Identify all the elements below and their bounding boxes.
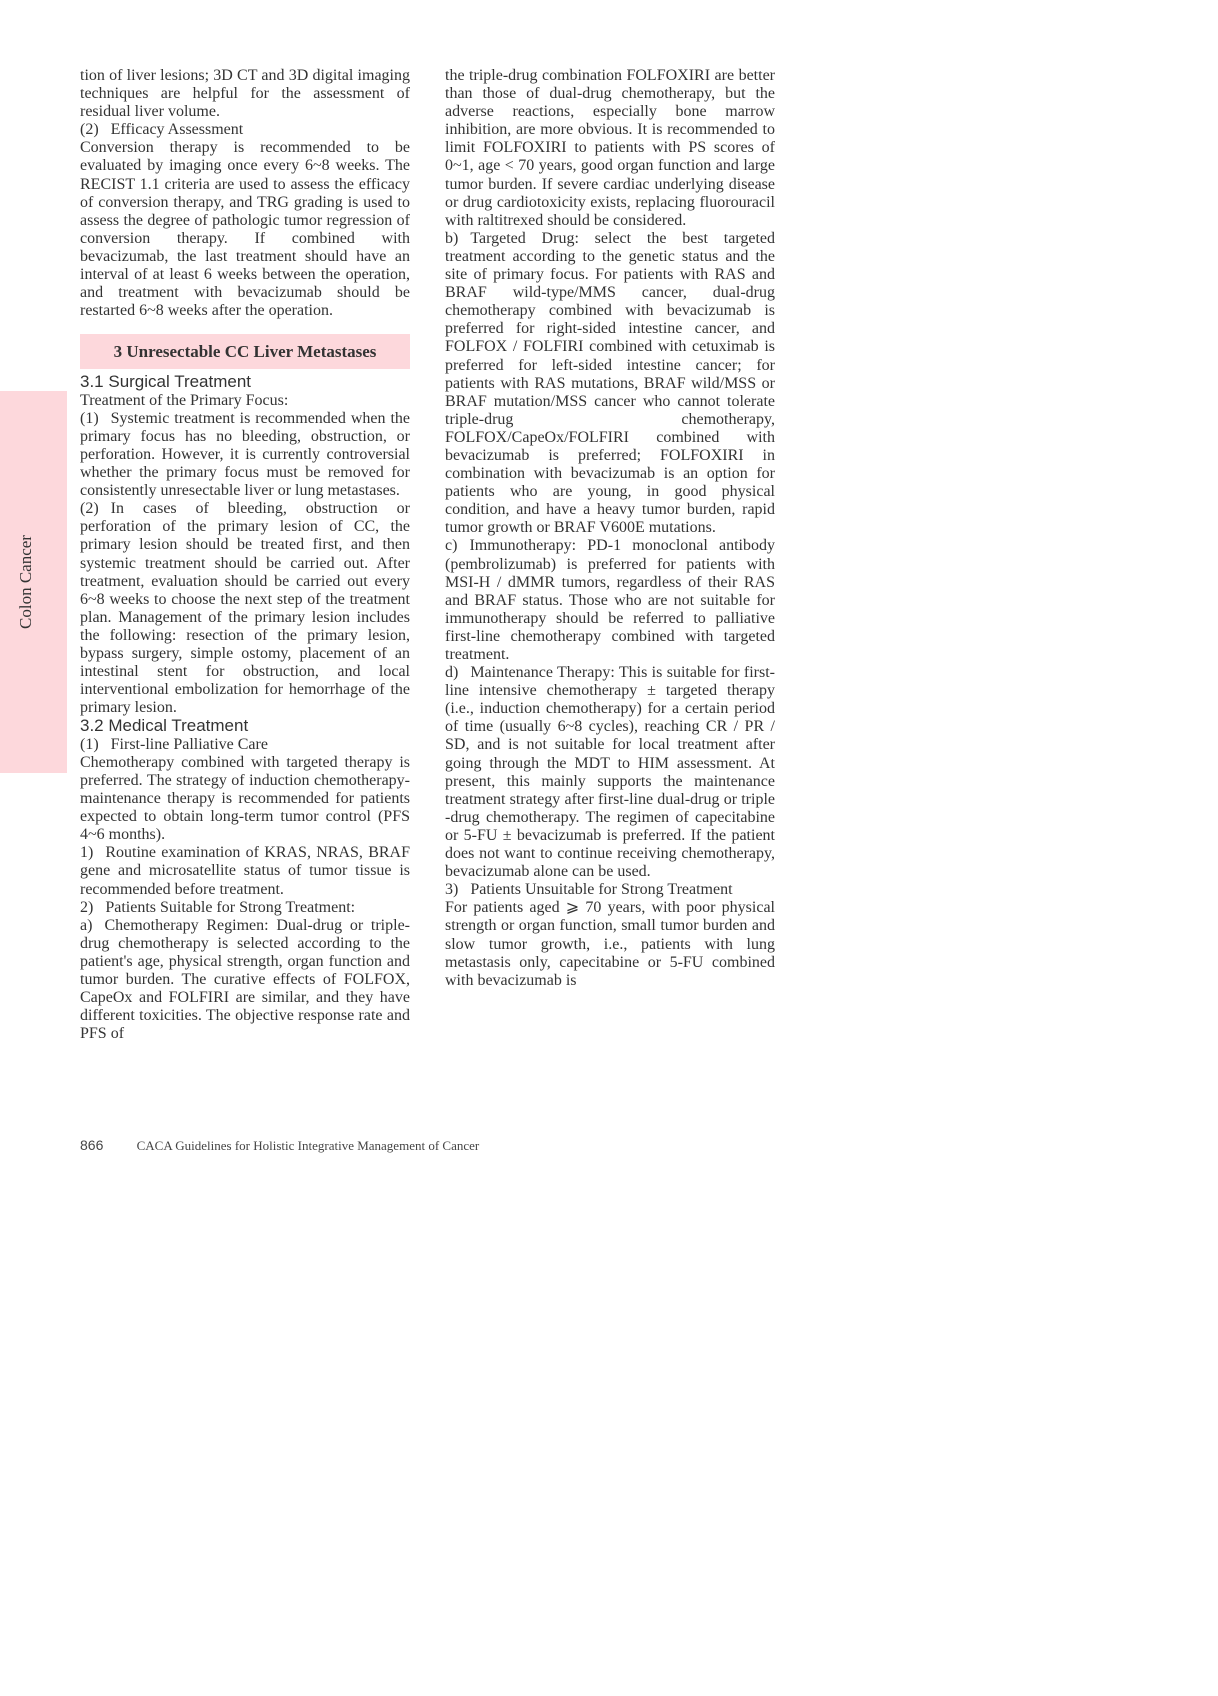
paragraph: (1) Systemic treatment is recommended when the primary focus has no bleeding, obstruction, or perforation. However, it is currently controversial whether the primary focus must be removed for consistently unresectable liver or lung metastases. [80, 409, 410, 500]
left-column [80, 67, 410, 1043]
section-title: 3 Unresectable CC Liver Metastases [80, 334, 410, 369]
paragraph: For patients aged ⩾ 70 years, with poor physical strength or organ function, small tumor burden and slow tumor growth, i.e., patients with lung metastasis only, capecitabine or 5-FU combined with bevacizumab is [445, 899, 775, 989]
paragraph: c) Immunotherapy: PD-1 monoclonal antibody (pembrolizumab) is preferred for patients with MSI-H / dMMR tumors, regardless of their RAS and BRAF status. Those who are not suitable for immunotherapy should be referred to palliative first-line chemotherapy combined with targeted treatment. [445, 537, 775, 663]
side-tab-label: Colon Cancer [16, 535, 35, 629]
paragraph: 3) Patients Unsuitable for Strong Treatment [445, 881, 733, 899]
paragraph: the triple-drug combination FOLFOXIRI are better than those of dual-drug chemotherapy, but the adverse reactions, especially bone marrow inhibition, are more obvious. It is recommended to limit FOLFOXIRI to patients with PS scores of 0~1, age < 70 years, good organ function and large tumor burden. If severe cardiac underlying disease or drug cardiotoxicity exists, replacing fluorouracil with raltitrexed should be considered. [445, 67, 775, 229]
paragraph: b) Targeted Drug: select the best targeted treatment according to the genetic status and the site of primary focus. For patients with RAS and BRAF wild-type/MMS cancer, dual-drug chemotherapy combined with bevacizumab is preferred for right-sided intestine cancer, and FOLFOX / FOLFIRI combined with cetuximab is preferred for left-sided intestine cancer; for patients with RAS mutations, BRAF wild/MSS or BRAF mutation/MSS cancer who cannot tolerate triple-drug chemotherapy, FOLFOX/CapeOx/FOLFIRI combined with bevacizumab is preferred; FOLFOXIRI in combination with bevacizumab is an option for patients who are young, in good physical condition, and have a heavy tumor burden, rapid tumor growth or BRAF V600E mutations. [445, 229, 775, 537]
paragraph: Treatment of the Primary Focus: [80, 391, 289, 409]
heading-efficacy: (2) Efficacy Assessment [80, 121, 244, 139]
paragraph: tion of liver lesions; 3D CT and 3D digital imaging techniques are helpful for the assessment of residual liver volume. [80, 67, 410, 121]
subsection-heading: 3.2 Medical Treatment [80, 716, 249, 736]
paragraph: Conversion therapy is recommended to be evaluated by imaging once every 6~8 weeks. The RECIST 1.1 criteria are used to assess the efficacy of conversion therapy, and TRG grading is used to assess the degree of pathologic tumor regression of conversion therapy. If combined with bevacizumab, the last treatment should have an interval of at least 6 weeks between the operation, and treatment with bevacizumab should be restarted 6~8 weeks after the operation. [80, 139, 410, 320]
running-title: CACA Guidelines for Holistic Integrative Management of Cancer [136, 1138, 480, 1153]
subsection-heading: 3.1 Surgical Treatment [80, 372, 252, 392]
paragraph: 2) Patients Suitable for Strong Treatment: [80, 898, 356, 916]
right-column [445, 67, 775, 990]
paragraph: d) Maintenance Therapy: This is suitable for first-line intensive chemotherapy ± targeted therapy (i.e., induction chemotherapy) for a certain period of time (usually 6~8 cycles), reaching CR / PR / SD, and is not suitable for local treatment after going through the MDT to HIM assessment. At present, this mainly supports the maintenance treatment strategy after first-line dual-drug or triple -drug chemotherapy. The regimen of capecitabine or 5-FU ± bevacizumab is preferred. If the patient does not want to continue receiving chemotherapy, bevacizumab alone can be used. [445, 664, 775, 881]
paragraph: (2) In cases of bleeding, obstruction or perforation of the primary lesion of CC, the primary lesion should be treated first, and then systemic treatment should be carried out. After treatment, evaluation should be carried out every 6~8 weeks to choose the next step of the treatment plan. Management of the primary lesion includes the following: resection of the primary lesion, bypass surgery, simple ostomy, placement of an intestinal stent for obstruction, and local interventional embolization for hemorrhage of the primary lesion. [80, 500, 410, 717]
paragraph: Chemotherapy combined with targeted therapy is preferred. The strategy of induction chemotherapy-maintenance therapy is recommended for patients expected to obtain long-term tumor control (PFS 4~6 months). [80, 753, 410, 844]
page-footer [80, 1137, 479, 1154]
heading-first-line: (1) First-line Palliative Care [80, 735, 268, 753]
page-number: 866 [80, 1137, 104, 1153]
paragraph: a) Chemotherapy Regimen: Dual-drug or triple-drug chemotherapy is selected according to the patient's age, physical strength, organ function and tumor burden. The curative effects of FOLFOX, CapeOx and FOLFIRI are similar, and they have different toxicities. The objective response rate and PFS of [80, 916, 410, 1043]
paragraph: 1) Routine examination of KRAS, NRAS, BRAF gene and microsatellite status of tumor tissue is recommended before treatment. [80, 844, 410, 898]
